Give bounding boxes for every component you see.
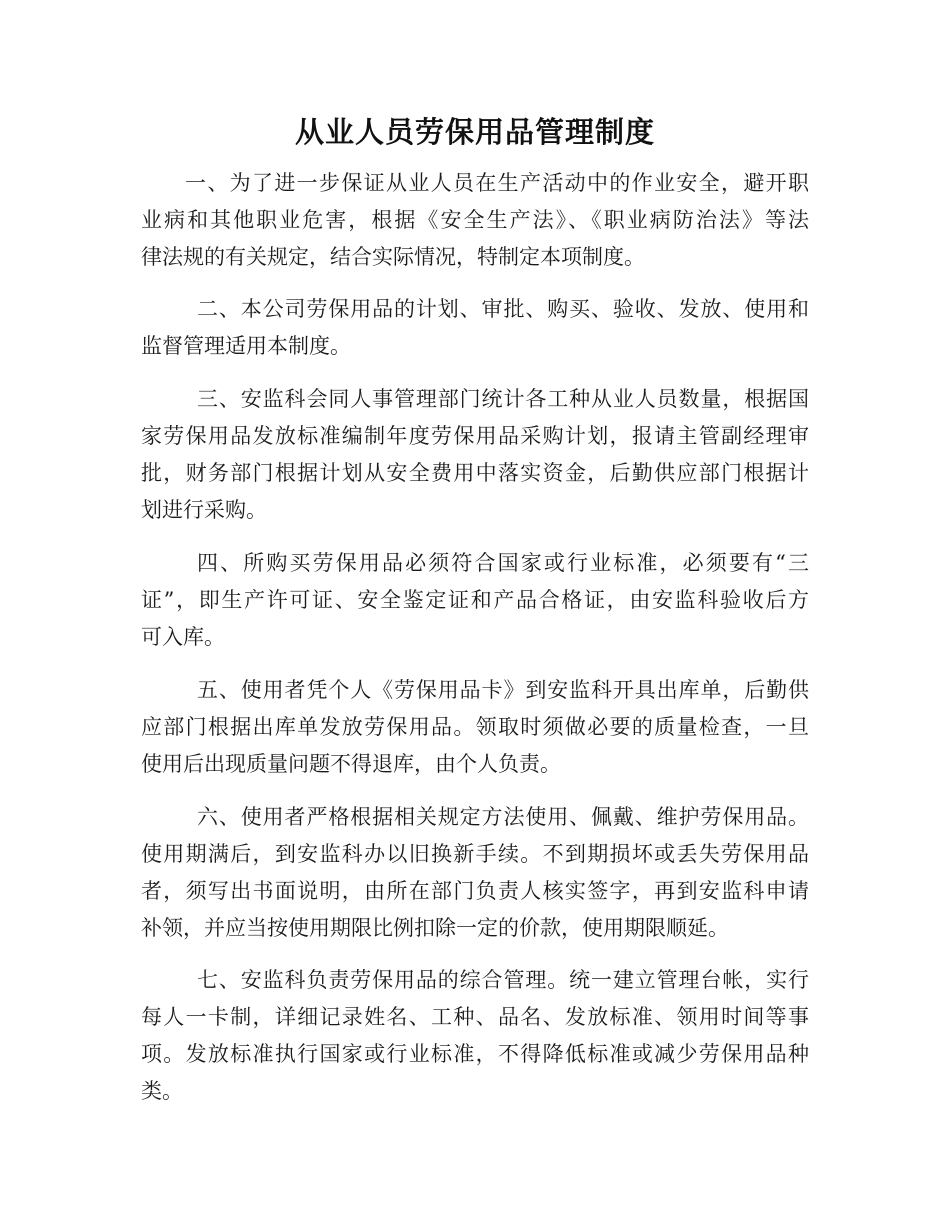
- paragraph-line: 七、安监科负责劳保用品的综合管理。统一建立管理台帐，实行: [197, 968, 809, 992]
- paragraph-line: 家劳保用品发放标准编制年度劳保用品采购计划，报请主管副经理审: [141, 424, 809, 448]
- paragraph-4: [141, 545, 809, 656]
- paragraph-line: 使用后出现质量问题不得退库，由个人负责。: [141, 752, 561, 776]
- paragraph-7: [141, 962, 809, 1110]
- paragraph-line: 类。: [141, 1079, 183, 1103]
- paragraph-line: 三、安监科会同人事管理部门统计各工种从业人员数量，根据国: [197, 387, 809, 411]
- paragraph-line: 划进行采购。: [141, 498, 267, 522]
- paragraph-line: 一、为了进一步保证从业人员在生产活动中的作业安全，避开职: [185, 171, 809, 195]
- paragraph-line: 项。发放标准执行国家或行业标准，不得降低标准或减少劳保用品种: [141, 1042, 809, 1066]
- paragraph-line: 每人一卡制，详细记录姓名、工种、品名、发放标准、领用时间等事: [141, 1005, 809, 1029]
- paragraph-line: 六、使用者严格根据相关规定方法使用、佩戴、维护劳保用品。: [197, 805, 809, 829]
- paragraph-line: 使用期满后，到安监科办以旧换新手续。不到期损坏或丢失劳保用品: [141, 842, 809, 866]
- paragraph-line: 证”，即生产许可证、安全鉴定证和产品合格证，由安监科验收后方: [141, 588, 809, 612]
- paragraph-line: 业病和其他职业危害，根据《安全生产法》、《职业病防治法》等法: [141, 208, 809, 232]
- paragraph-5: [141, 672, 809, 783]
- paragraph-line: 二、本公司劳保用品的计划、审批、购买、验收、发放、使用和: [197, 297, 809, 321]
- paragraph-line: 者，须写出书面说明，由所在部门负责人核实签字，再到安监科申请: [141, 879, 809, 903]
- paragraph-line: 五、使用者凭个人《劳保用品卡》到安监科开具出库单，后勤供: [197, 678, 809, 702]
- paragraph-line: 补领，并应当按使用期限比例扣除一定的价款，使用期限顺延。: [141, 916, 729, 940]
- paragraph-line: 监督管理适用本制度。: [141, 334, 351, 358]
- paragraph-6: [141, 799, 809, 947]
- paragraph-2: [141, 291, 809, 365]
- paragraph-line: 应部门根据出库单发放劳保用品。领取时须做必要的质量检查，一旦: [141, 715, 809, 739]
- paragraph-line: 四、所购买劳保用品必须符合国家或行业标准，必须要有“三: [197, 551, 809, 575]
- paragraph-3: [141, 381, 809, 529]
- paragraph-line: 可入库。: [141, 625, 225, 649]
- paragraph-1: [141, 165, 809, 276]
- paragraph-line: 律法规的有关规定，结合实际情况，特制定本项制度。: [141, 245, 645, 269]
- page-title: 从业人员劳保用品管理制度: [294, 115, 655, 149]
- paragraph-line: 批，财务部门根据计划从安全费用中落实资金，后勤供应部门根据计: [141, 461, 809, 485]
